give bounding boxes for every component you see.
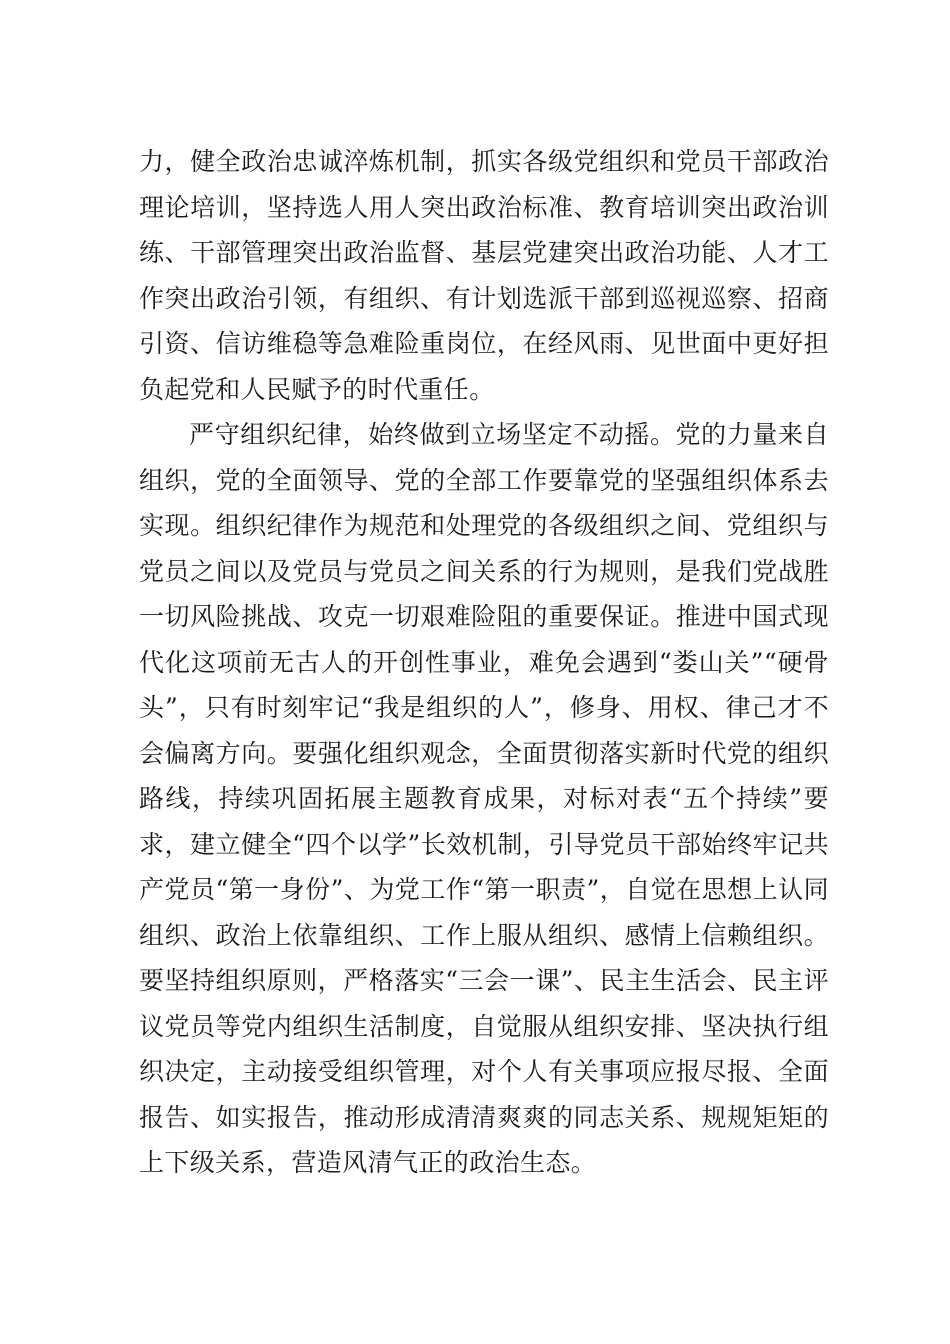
paragraph-continuation: 力，健全政治忠诚淬炼机制，抓实各级党组织和党员干部政治理论培训，坚持选人用人突出政治标准、教育培训突出政治训练、干部管理突出政治监督、基层党建突出政治功能、人才工作突出政治引领，有组织、有计划选派干部到巡视巡察、招商引资、信访维稳等急难险重岗位，在经风雨、见世面中更好担负起党和人民赋予的时代重任。 (139, 147, 829, 404)
document-body (139, 139, 829, 1186)
paragraph-organizational-discipline: 严守组织纪律，始终做到立场坚定不动摇。党的力量来自组织，党的全面领导、党的全部工作要靠党的坚强组织体系去实现。组织纪律作为规范和处理党的各级组织之间、党组织与党员之间以及党员与党员之间关系的行为规则，是我们党战胜一切风险挑战、攻克一切艰难险阻的重要保证。推进中国式现代化这项前无古人的开创性事业，难免会遇到“娄山关”“硬骨头”，只有时刻牢记“我是组织的人”，修身、用权、律己才不会偏离方向。要强化组织观念，全面贯彻落实新时代党的组织路线，持续巩固拓展主题教育成果，对标对表“五个持续”要求，建立健全“四个以学”长效机制，引导党员干部始终牢记共产党员“第一身份”、为党工作“第一职责”，自觉在思想上认同组织、政治上依靠组织、工作上服从组织、感情上信赖组织。要坚持组织原则，严格落实“三会一课”、民主生活会、民主评议党员等党内组织生活制度，自觉服从组织安排、坚决执行组织决定，主动接受组织管理，对个人有关事项应报尽报、全面报告、如实报告，推动形成清清爽爽的同志关系、规规矩矩的上下级关系，营造风清气正的政治生态。 (139, 420, 829, 1177)
